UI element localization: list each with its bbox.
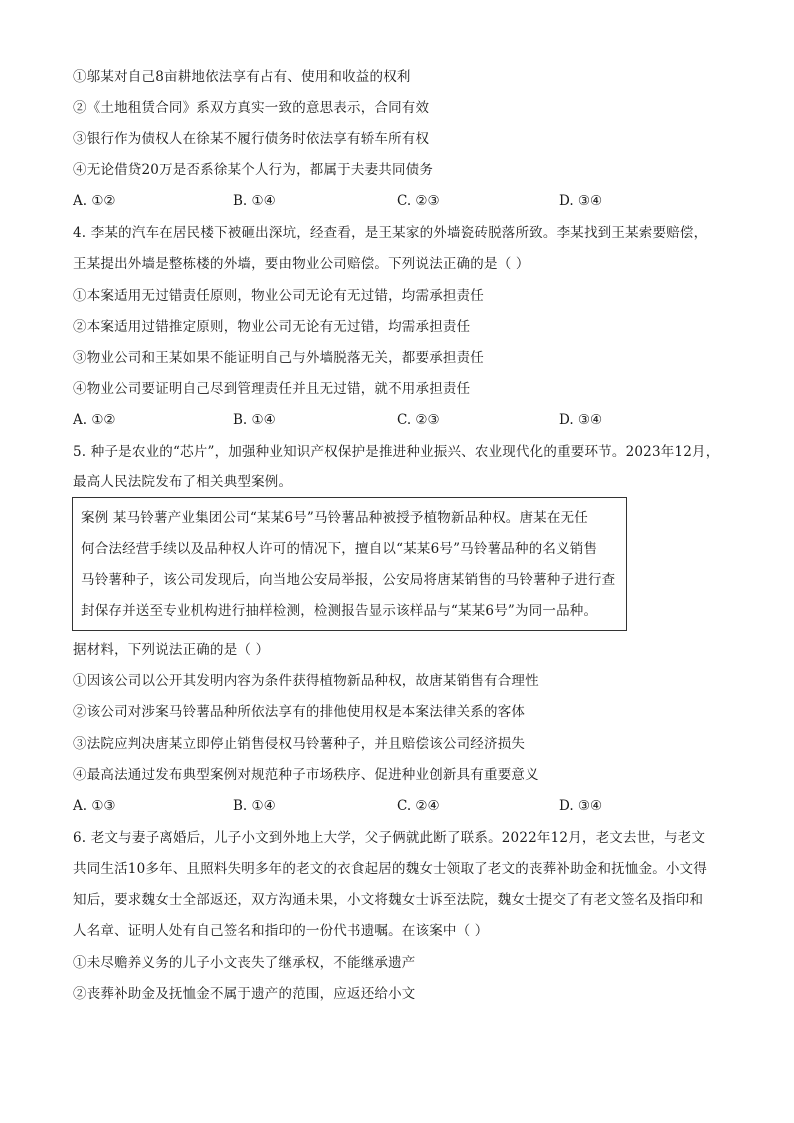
q3-option-c[interactable]: C. ②③ — [397, 193, 440, 209]
q4-statement-1: ①本案适用无过错责任原则，物业公司无论有无过错，均需承担责任 — [73, 288, 484, 304]
q4-statement-2: ②本案适用过错推定原则，物业公司无论有无过错，均需承担责任 — [73, 319, 471, 335]
case-box — [72, 497, 627, 631]
q6-stem-line-3: 知后，要求魏女士全部返还，双方沟通未果，小文将魏女士诉至法院，魏女士提交了有老文签名及指印和 — [73, 892, 704, 908]
q5-option-a[interactable]: A. ①③ — [73, 798, 116, 814]
q6-statement-2: ②丧葬补助金及抚恤金不属于遗产的范围，应返还给小文 — [73, 986, 416, 1002]
q3-option-b[interactable]: B. ①④ — [233, 193, 276, 209]
q3-statement-1: ①邬某对自己8亩耕地依法享有占有、使用和收益的权利 — [73, 69, 411, 85]
q3-statement-2: ②《土地租赁合同》系双方真实一致的意思表示，合同有效 — [73, 100, 430, 116]
q5-stem-line-2: 最高人民法院发布了相关典型案例。 — [73, 474, 293, 490]
case-line-4: 封保存并送至专业机构进行抽样检测，检测报告显示该样品与“某某6号”为同一品种。 — [81, 603, 598, 619]
q4-stem-line-2: 王某提出外墙是整栋楼的外墙，要由物业公司赔偿。下列说法正确的是（ ） — [73, 256, 530, 272]
q5-statement-1: ①因该公司以公开其发明内容为条件获得植物新品种权，故唐某销售有合理性 — [73, 673, 539, 689]
q5-statement-3: ③法院应判决唐某立即停止销售侵权马铃薯种子，并且赔偿该公司经济损失 — [73, 736, 526, 752]
q4-option-a[interactable]: A. ①② — [73, 412, 116, 428]
q6-stem-line-4: 人名章、证明人处有自己签名和指印的一份代书遗嘱。在该案中（ ） — [73, 923, 489, 939]
case-line-2: 何合法经营手续以及品种权人许可的情况下，擅自以“某某6号”马铃薯品种的名义销售 — [81, 541, 598, 557]
q4-statement-4: ④物业公司要证明自己尽到管理责任并且无过错，就不用承担责任 — [73, 381, 471, 397]
q5-statement-4: ④最高法通过发布典型案例对规范种子市场秩序、促进种业创新具有重要意义 — [73, 767, 539, 783]
q4-statement-3: ③物业公司和王某如果不能证明自己与外墙脱落无关，都要承担责任 — [73, 350, 484, 366]
q5-option-d[interactable]: D. ③④ — [559, 798, 603, 814]
q4-options — [73, 411, 733, 429]
q4-option-d[interactable]: D. ③④ — [559, 412, 603, 428]
q3-option-a[interactable]: A. ①② — [73, 193, 116, 209]
q5-options — [73, 797, 733, 815]
q4-option-b[interactable]: B. ①④ — [233, 412, 276, 428]
case-line-1: 案例 某马铃薯产业集团公司“某某6号”马铃薯品种被授予植物新品种权。唐某在无任 — [81, 510, 588, 526]
q3-options — [73, 192, 733, 210]
q6-statement-1: ①未尽赡养义务的儿子小文丧失了继承权，不能继承遗产 — [73, 955, 416, 971]
q5-option-c[interactable]: C. ②④ — [397, 798, 440, 814]
q5-stem-line-1: 5. 种子是农业的“芯片”，加强种业知识产权保护是推进种业振兴、农业现代化的重要环节。2023年12月， — [73, 444, 720, 460]
q4-option-c[interactable]: C. ②③ — [397, 412, 440, 428]
q3-option-d[interactable]: D. ③④ — [559, 193, 603, 209]
q5-prompt: 据材料，下列说法正确的是（ ） — [73, 642, 270, 658]
case-line-3: 马铃薯种子，该公司发现后，向当地公安局举报，公安局将唐某销售的马铃薯种子进行查 — [81, 572, 616, 588]
q3-statement-4: ④无论借贷20万是否系徐某个人行为，都属于夫妻共同债务 — [73, 162, 434, 178]
q5-option-b[interactable]: B. ①④ — [233, 798, 276, 814]
q5-statement-2: ②该公司对涉案马铃薯品种所依法享有的排他使用权是本案法律关系的客体 — [73, 704, 526, 720]
q6-stem-line-2: 共同生活10多年、且照料失明多年的老文的衣食起居的魏女士领取了老文的丧葬补助金和抚恤金。小文得 — [73, 861, 708, 877]
q3-statement-3: ③银行作为债权人在徐某不履行债务时依法享有轿车所有权 — [73, 131, 430, 147]
q6-stem-line-1: 6. 老文与妻子离婚后，儿子小文到外地上大学，父子俩就此断了联系。2022年12月，老文去世，与老文 — [73, 830, 706, 846]
q4-stem-line-1: 4. 李某的汽车在居民楼下被砸出深坑，经查看，是王某家的外墙瓷砖脱落所致。李某找到王某索要赔偿， — [73, 225, 708, 241]
